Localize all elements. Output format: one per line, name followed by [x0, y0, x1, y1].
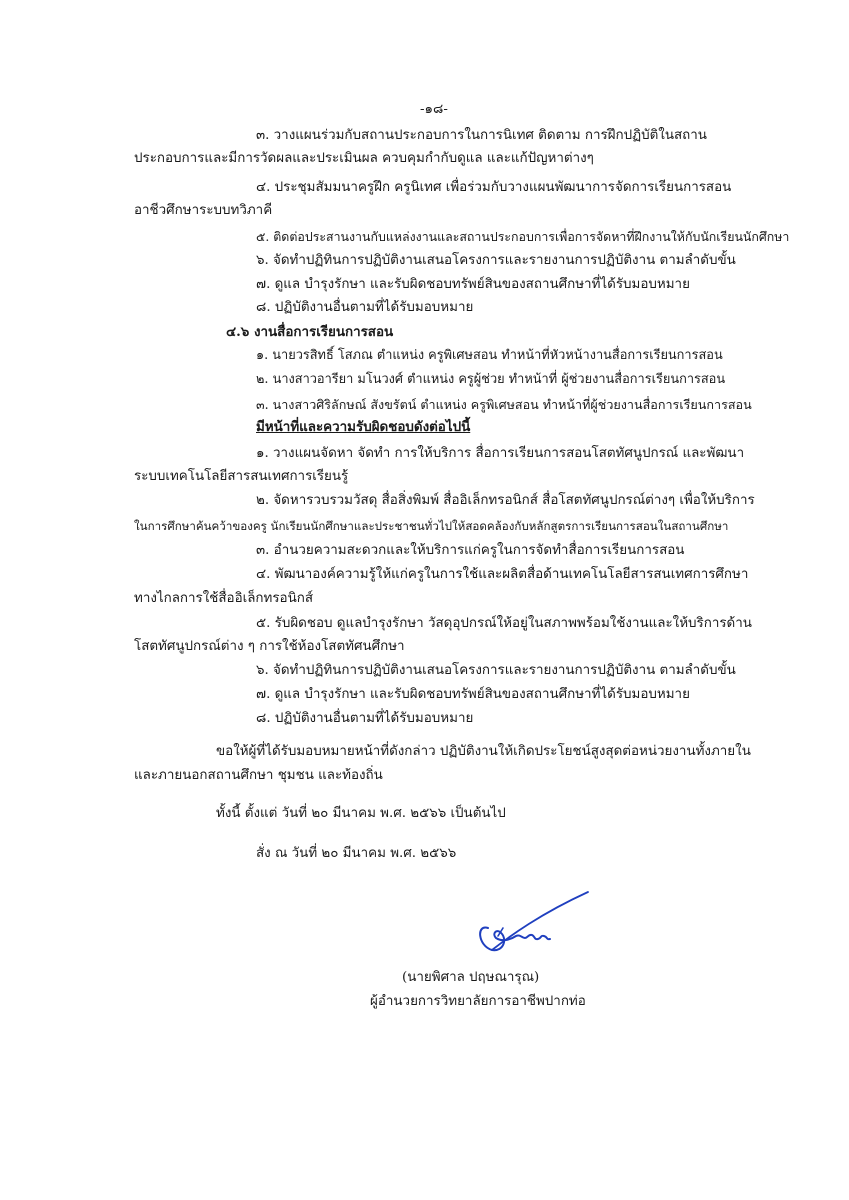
duty-line-3-cont: ประกอบการและมีการวัดผลและประเมินผล ควบคุมกำกับดูแล และแก้ปัญหาต่างๆ [134, 151, 594, 166]
media-duty-7: ๗. ดูแล บำรุงรักษา และรับผิดชอบทรัพย์สินของสถานศึกษาที่ได้รับมอบหมาย [256, 687, 690, 702]
duties-heading: มีหน้าที่และความรับผิดชอบดังต่อไปนี้ [256, 419, 471, 435]
media-duty-5-cont: โสตทัศนูปกรณ์ต่าง ๆ การใช้ห้องโสตทัศนศึกษา [134, 639, 405, 654]
order-date: สั่ง ณ วันที่ ๒๐ มีนาคม พ.ศ. ๒๕๖๖ [256, 846, 457, 861]
staff-line-1: ๑. นายวรสิทธิ์ โสภณ ตำแหน่ง ครูพิเศษสอน ทำหน้าที่หัวหน้างานสื่อการเรียนการสอน [256, 348, 723, 363]
media-duty-2: ๒. จัดหารวบรวมวัสดุ สื่อสิ่งพิมพ์ สื่ออิเล็กทรอนิกส์ สื่อโสตทัศนูปกรณ์ต่างๆ เพื่อให้บริการ [256, 493, 755, 508]
duty-line-6: ๖. จัดทำปฏิทินการปฏิบัติงานเสนอโครงการและรายงานการปฏิบัติงาน ตามลำดับขั้น [256, 253, 736, 268]
page-number: -๑๘- [420, 102, 448, 117]
staff-line-2: ๒. นางสาวอารียา มโนวงศ์ ตำแหน่ง ครูผู้ช่วย ทำหน้าที่ ผู้ช่วยงานสื่อการเรียนการสอน [256, 372, 726, 387]
duty-line-3: ๓. วางแผนร่วมกับสถานประกอบการในการนิเทศ ติดตาม การฝึกปฏิบัติในสถาน [256, 128, 707, 143]
duty-line-8: ๘. ปฏิบัติงานอื่นตามที่ได้รับมอบหมาย [256, 300, 474, 315]
media-duty-1: ๑. วางแผนจัดหา จัดทำ การให้บริการ สื่อการเรียนการสอนโสตทัศนูปกรณ์ และพัฒนา [256, 446, 745, 461]
media-duty-6: ๖. จัดทำปฏิทินการปฏิบัติงานเสนอโครงการและรายงานการปฏิบัติงาน ตามลำดับขั้น [256, 663, 736, 678]
media-duty-4: ๔. พัฒนาองค์ความรู้ให้แก่ครูในการใช้และผลิตสื่อด้านเทคโนโลยีสารสนเทศการศึกษา [256, 567, 749, 582]
signer-title: ผู้อำนวยการวิทยาลัยการอาชีพปากท่อ [370, 994, 586, 1009]
media-duty-1-cont: ระบบเทคโนโลยีสารสนเทศการเรียนรู้ [134, 469, 349, 484]
media-duty-8: ๘. ปฏิบัติงานอื่นตามที่ได้รับมอบหมาย [256, 711, 474, 726]
effective-date: ทั้งนี้ ตั้งแต่ วันที่ ๒๐ มีนาคม พ.ศ. ๒๕๖๖ เป็นต้นไป [216, 806, 506, 821]
media-duty-5: ๕. รับผิดชอบ ดูแลบำรุงรักษา วัสดุอุปกรณ์ให้อยู่ในสภาพพร้อมใช้งานและให้บริการด้าน [256, 616, 752, 631]
duty-line-4-cont: อาชีวศึกษาระบบทวิภาคี [134, 203, 273, 218]
staff-line-3: ๓. นางสาวศิริลักษณ์ สังขรัตน์ ตำแหน่ง ครูพิเศษสอน ทำหน้าที่ผู้ช่วยงานสื่อการเรียนการสอน [256, 397, 752, 412]
duty-line-5: ๕. ติดต่อประสานงานกับแหล่งงานและสถานประกอบการเพื่อการจัดหาที่ฝึกงานให้กับนักเรียนนักศึกษา [256, 229, 790, 244]
media-duty-3: ๓. อำนวยความสะดวกและให้บริการแก่ครูในการจัดทำสื่อการเรียนการสอน [256, 543, 685, 558]
closing-paragraph-cont: และภายนอกสถานศึกษา ชุมชน และท้องถิ่น [134, 768, 383, 783]
signer-name: (นายพิศาล ปฤษณารุณ) [402, 970, 540, 985]
duty-line-4: ๔. ประชุมสัมมนาครูฝึก ครูนิเทศ เพื่อร่วมกับวางแผนพัฒนาการจัดการเรียนการสอน [256, 180, 732, 195]
media-duty-4-cont: ทางไกลการใช้สื่ออิเล็กทรอนิกส์ [134, 591, 314, 606]
closing-paragraph: ขอให้ผู้ที่ได้รับมอบหมายหน้าที่ดังกล่าว ปฏิบัติงานให้เกิดประโยชน์สูงสุดต่อหน่วยงานทั้งภายใน [216, 744, 751, 759]
media-duty-2-cont: ในการศึกษาค้นคว้าของครู นักเรียนนักศึกษาและประชาชนทั่วไปให้สอดคล้องกับหลักสูตรการเรียนการสอนในสถานศึกษา [134, 519, 729, 533]
signature [470, 888, 600, 962]
duty-line-7: ๗. ดูแล บำรุงรักษา และรับผิดชอบทรัพย์สินของสถานศึกษาที่ได้รับมอบหมาย [256, 277, 690, 292]
section-heading: ๔.๖ งานสื่อการเรียนการสอน [226, 324, 394, 340]
